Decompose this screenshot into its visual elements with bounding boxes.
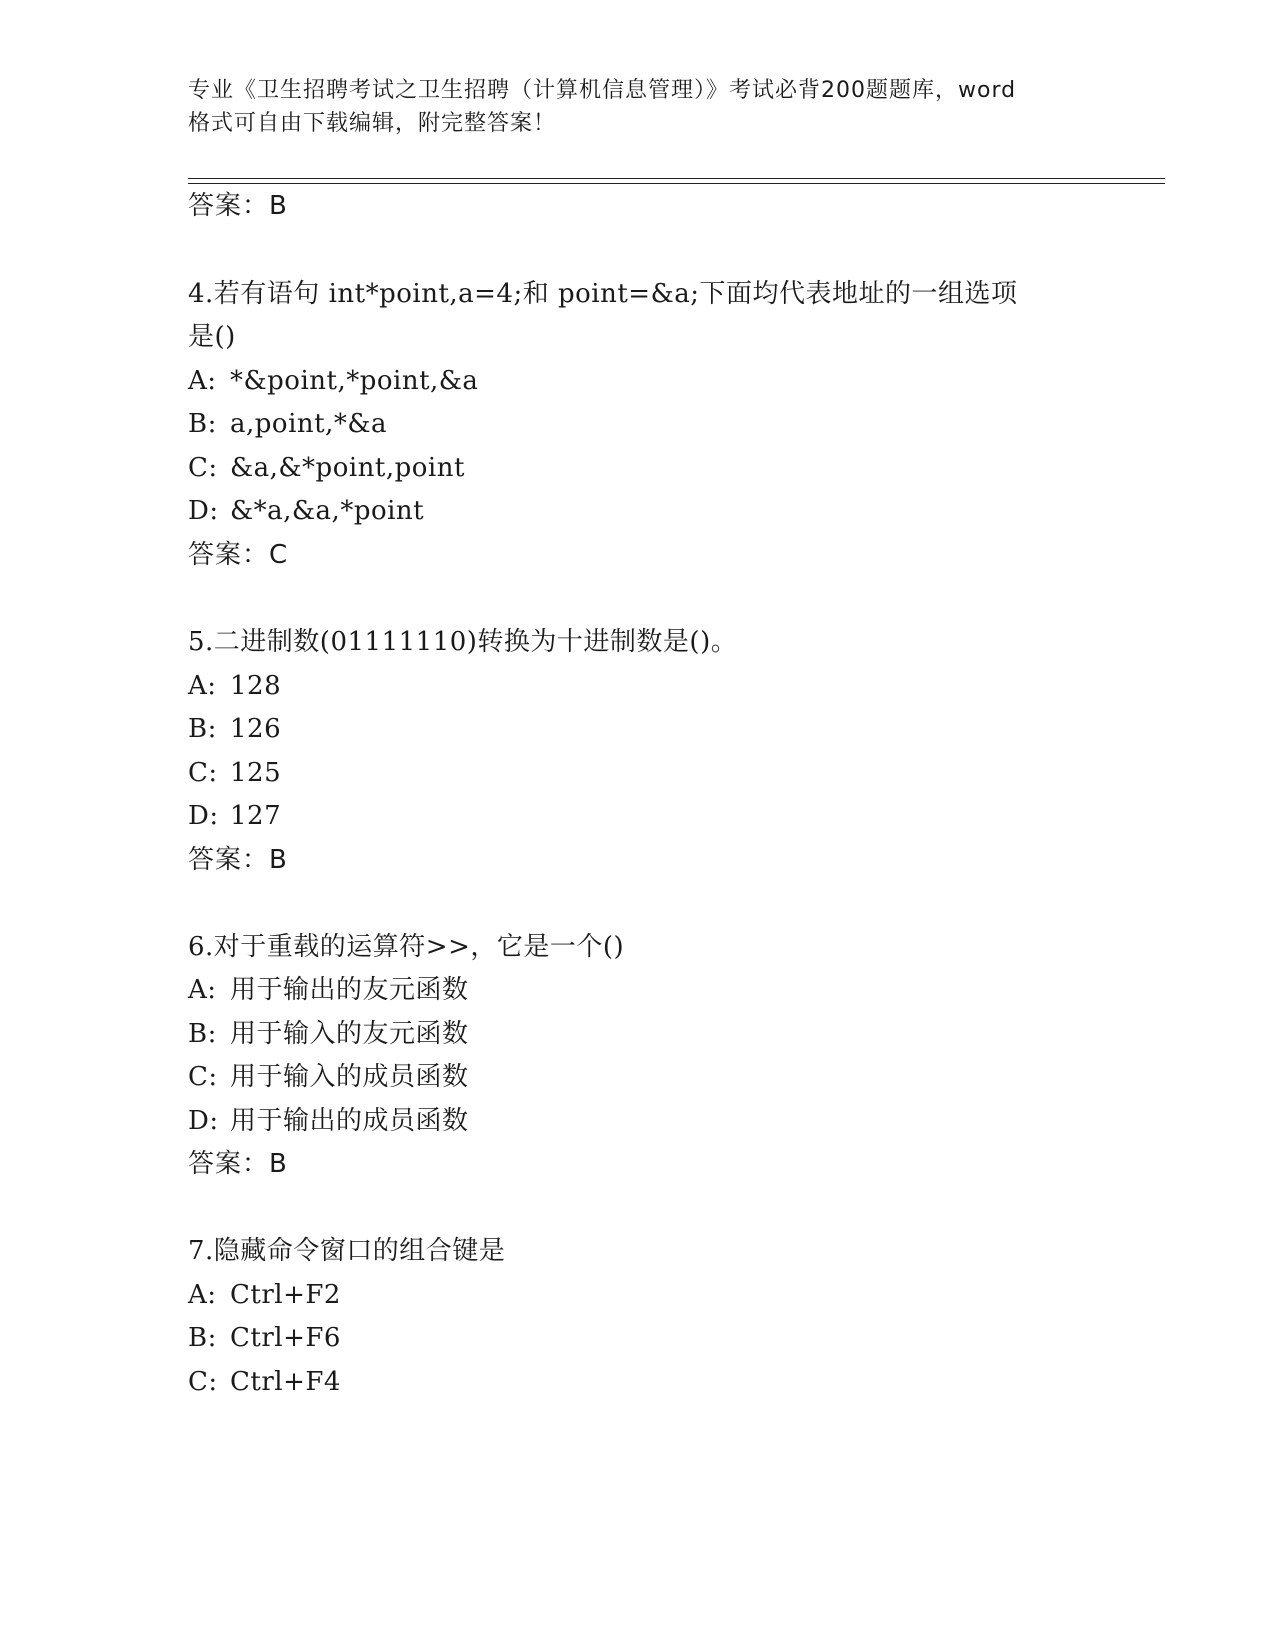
question-5-answer: 答案：B (188, 845, 288, 875)
option-text: 用于输入的成员函数 (230, 1062, 469, 1092)
question-7-option-a (188, 1278, 341, 1312)
option-text: Ctrl+F4 (230, 1367, 341, 1397)
option-prefix: A: (188, 1280, 217, 1310)
option-text: 用于输入的友元函数 (230, 1019, 469, 1049)
question-6-option-a (188, 973, 469, 1007)
document-header (188, 74, 1088, 140)
option-prefix: C: (188, 453, 218, 483)
question-6-option-d (188, 1104, 469, 1138)
option-prefix: D: (188, 801, 219, 831)
option-prefix: B: (188, 714, 217, 744)
option-text: Ctrl+F2 (230, 1280, 341, 1310)
answer-prev: 答案：B (188, 191, 288, 221)
question-4-answer: 答案：C (188, 540, 289, 570)
question-6-option-c (188, 1060, 469, 1094)
question-7-option-b (188, 1321, 341, 1355)
question-4-option-a (188, 364, 478, 398)
header-divider-top (188, 178, 1165, 179)
question-5-option-a (188, 669, 281, 703)
option-prefix: D: (188, 1106, 219, 1136)
option-prefix: A: (188, 975, 217, 1005)
question-4-option-d (188, 494, 424, 528)
option-prefix: C: (188, 1367, 218, 1397)
option-text: 用于输出的成员函数 (230, 1106, 469, 1136)
option-text: 126 (230, 714, 282, 744)
question-5-option-c (188, 756, 281, 790)
question-4-option-b (188, 407, 387, 441)
question-6-stem: 6.对于重载的运算符>>，它是一个() (188, 932, 625, 962)
question-7-stem: 7.隐藏命令窗口的组合键是 (188, 1236, 506, 1266)
option-text: &a,&*point,point (230, 453, 465, 483)
option-prefix: A: (188, 366, 217, 396)
header-divider-bottom (188, 183, 1165, 184)
option-text: 127 (230, 801, 282, 831)
option-text: 125 (230, 758, 282, 788)
option-text: &*a,&a,*point (230, 496, 425, 526)
question-6-option-b (188, 1017, 469, 1051)
option-text: 用于输出的友元函数 (230, 975, 469, 1005)
option-text: Ctrl+F6 (230, 1323, 341, 1353)
question-5-option-d (188, 799, 281, 833)
header-line-1: 专业《卫生招聘考试之卫生招聘（计算机信息管理）》考试必背200题题库，word (188, 78, 1017, 103)
option-prefix: C: (188, 758, 218, 788)
option-text: 128 (230, 671, 282, 701)
question-4-stem-cont: 是() (188, 322, 236, 352)
question-4-stem: 4.若有语句 int*point,a=4;和 point=&a;下面均代表地址的一组选项 (188, 279, 1018, 309)
option-prefix: D: (188, 496, 219, 526)
question-5-option-b (188, 712, 281, 746)
option-text: *&point,*point,&a (230, 366, 479, 396)
option-prefix: C: (188, 1062, 218, 1092)
option-prefix: A: (188, 671, 217, 701)
question-4-option-c (188, 451, 465, 485)
option-prefix: B: (188, 1019, 217, 1049)
option-text: a,point,*&a (230, 409, 387, 439)
option-prefix: B: (188, 1323, 217, 1353)
question-5-stem: 5.二进制数(01111110)转换为十进制数是()。 (188, 627, 738, 657)
option-prefix: B: (188, 409, 217, 439)
question-6-answer: 答案：B (188, 1149, 288, 1179)
question-7-option-c (188, 1365, 341, 1399)
header-line-2: 格式可自由下载编辑，附完整答案！ (188, 111, 557, 136)
